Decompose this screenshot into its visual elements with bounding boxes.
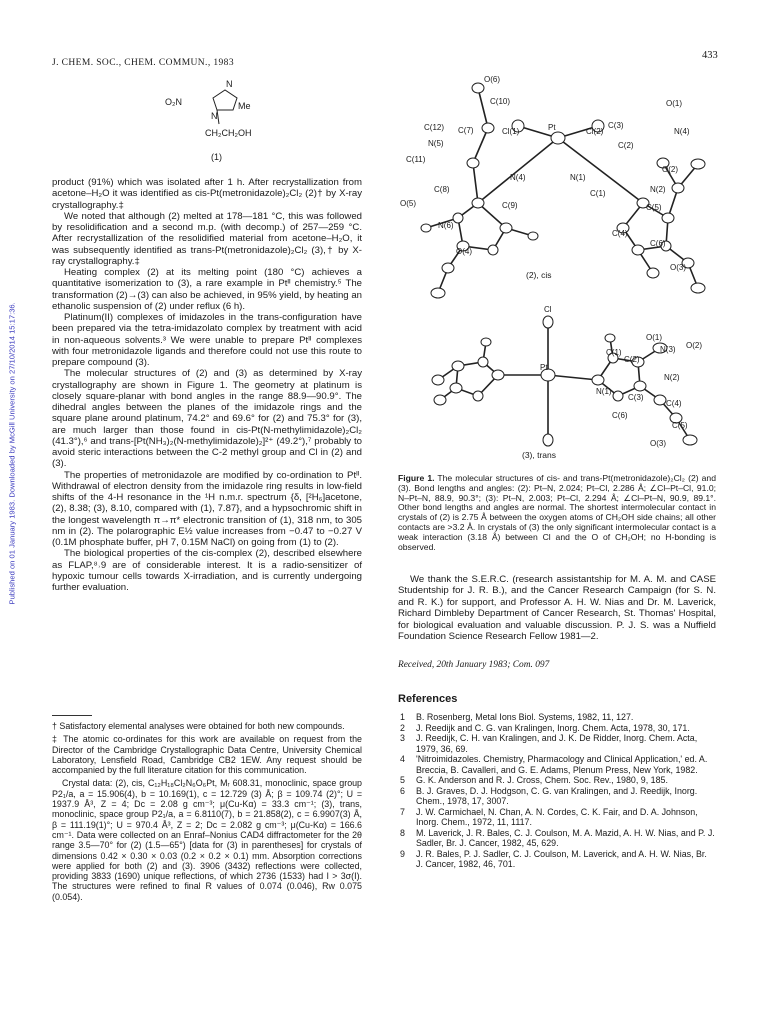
trans-structure-figure xyxy=(398,300,716,470)
atom-label: O(1) xyxy=(646,333,662,342)
atom-label: N(1) xyxy=(570,173,586,182)
footnotes xyxy=(52,721,362,902)
atom-label: C(6) xyxy=(650,239,666,248)
paragraph: The properties of metronidazole are modified by co-ordination to Ptᴵᴵ. Withdrawal of electron density from the imidazole ring results in low-field shifts of the 4-H resonance in the ¹H n.m.r. spectrum {δ, [²H₆]acetone, (2), 8.38; (3), 8.10, compared with (1), 7.87}, and a hypsochromic shift in the longest wavelength π→π* electronic transition of (1), 318 nm, to 305 nm in (2). The polarographic E½ value increases from −0.47 to −0.27 V (0.1M phosphate buffer, pH 7, 0.15M NaCl) on going from (1) to (2). xyxy=(52,469,362,548)
ring-n1-label: N xyxy=(211,111,218,121)
atom-label: O(2) xyxy=(686,341,702,350)
reference-item: 8 M. Laverick, J. R. Bales, C. J. Coulson, M. A. Mazid, A. H. W. Nias, and P. J. Sadler, Br. J. Cancer, 1982, 45, 629. xyxy=(400,827,715,848)
atom-label: O(4) xyxy=(456,247,472,256)
trans-label: (3), trans xyxy=(522,450,557,460)
atom-label: C(1) xyxy=(606,348,622,357)
reference-item: 2 J. Reedijk and C. G. van Kralingen, Inorg. Chem. Acta, 1978, 30, 171. xyxy=(400,722,690,733)
atom-label: C(1) xyxy=(590,189,606,198)
atom-label: C(2) xyxy=(624,355,640,364)
left-column-text xyxy=(52,177,362,593)
atom-label: N(2) xyxy=(664,373,680,382)
atom-label: C(4) xyxy=(612,229,628,238)
paragraph: Platinum(II) complexes of imidazoles in the trans-configuration have been prepared via the tetra-imidazolato complex by treatment with acid in non-aqueous solvents.³ We were unable to prepare Ptᴵᴵ complexes with four metronidazole ligands and therefore could not use this route to prepare compound (3). xyxy=(52,312,362,368)
atom-label: C(5) xyxy=(646,203,662,212)
reference-item: 9 J. R. Bales, P. J. Sadler, C. J. Coulson, M. Laverick, and A. H. W. Nias, Br. J. Cancer, 1982, 46, 701. xyxy=(400,848,707,869)
atom-label: O(3) xyxy=(650,439,666,448)
methyl-label: Me xyxy=(238,101,251,111)
atom-label: Pt xyxy=(548,123,556,132)
atom-label: N(1) xyxy=(596,387,612,396)
reference-item: 5 G. K. Anderson and R. J. Cross, Chem. Soc. Rev., 1980, 9, 185. xyxy=(400,775,668,785)
atom-label: N(6) xyxy=(438,221,454,230)
reference-item: 6 B. J. Graves, D. J. Hodgson, C. G. van Kralingen, and J. Reedijk, Inorg. Chem., 1978, 17, 3007. xyxy=(400,785,698,806)
side-chain-label: CH₂CH₂OH xyxy=(205,128,252,138)
reference-item: 1 B. Rosenberg, Metal Ions Biol. Systems, 1982, 11, 127. xyxy=(400,712,634,722)
atom-label: N(3) xyxy=(660,345,676,354)
atom-label: C(3) xyxy=(608,121,624,130)
atom-label: C(10) xyxy=(490,97,511,106)
atom-label: Cl(1) xyxy=(502,127,520,136)
page-number: 433 xyxy=(702,50,718,61)
atom-label: O(6) xyxy=(484,75,500,84)
atom-label: O(5) xyxy=(400,199,416,208)
atom-label: N(5) xyxy=(428,139,444,148)
atom-label: C(3) xyxy=(628,393,644,402)
references-list xyxy=(398,712,716,870)
figure-caption-text: The molecular structures of cis- and trans-Pt(metronidazole)₂Cl₂ (2) and (3). Bond lengths and angles: (2): Pt–N, 2.024; Pt–Cl, 2.286 Å; ∠Cl–Pt–Cl, 91.0; N–Pt–N, 88.9, 90.3°; (3): Pt–N, 2.003; Pt–Cl, 2.294 Å; ∠Cl–Pt–N, 90.9, 89.1°. Other bond lengths and angles are normal. The shortest intermolecular contact in crystals of (2) is 2.75 Å between the oxygen atoms of CH₂OH side chains; all other contacts are >3.2 Å. In crystals of (3) the only significant intermolecular contact is a weak interaction (3.18 Å) between Cl and the O of CH₂OH; no H-bonding is observed. xyxy=(398,473,716,552)
received-line: Received, 20th January 1983; Com. 097 xyxy=(398,660,550,670)
reference-item: 7 J. W. Carmichael, N. Chan, A. N. Cordes, C. K. Fair, and D. A. Johnson, Inorg. Chem., 1972, 11, 1117. xyxy=(400,806,698,827)
paragraph: Heating complex (2) at its melting point (180 °C) achieves a quantitative isomerization to (3), a rare example in Ptᴵᴵ chemistry.⁵ The transformation (2)→(3) can also be achieved, in 95% yield, by heating an ethanolic suspension of (2) under reflux (6 h). xyxy=(52,267,362,312)
reference-item: 4 'Nitroimidazoles. Chemistry, Pharmacology and Clinical Application,' ed. A. Breccia, B. Cavalleri, and G. E. Adams, Plenum Press, New York, 1982. xyxy=(400,754,708,775)
download-stamp: Published on 01 January 1983. Downloaded by McGill University on 27/10/2014 15:17:36. xyxy=(7,302,17,605)
atom-label: C(12) xyxy=(424,123,445,132)
atom-label: C(9) xyxy=(502,201,518,210)
atom-label: C(4) xyxy=(666,399,682,408)
references-heading: References xyxy=(398,693,458,705)
figure-caption-title: Figure 1. xyxy=(398,473,435,483)
atom-label: N(2) xyxy=(650,185,666,194)
footnote: Crystal data: (2), cis, C₁₂H₁₈Cl₂N₆O₆Pt, Mᵣ 608.31, monoclinic, space group P2₁/a, a = 15.906(4), b = 10.169(1), c = 12.729 (3) Å; β = 109.74 (2)°; U = 1937.9 Å³, Z = 4; Dᴄ = 2.08 g cm⁻³; μ(Cu-Kα) = 33.3 cm⁻¹; (3), trans, monoclinic, space group P2₁/a, a = 6.8110(7), b = 21.858(2), c = 6.9907(3) Å, β = 111.19(1)°; U = 970.4 Å³, Z = 2; Dᴄ = 2.082 g cm⁻³; μ(Cu-Kα) = 166.6 cm⁻¹. Data were collected on an Enraf–Nonius CAD4 diffractometer for the 2θ range 3.5—70° for (2) (1.5—65°) [data for (3) in parentheses] for crystals of dimensions 0.42 × 0.30 × 0.03 (0.2 × 0.2 × 0.1) mm. Absorption corrections were applied for both (2) and (3). 3906 (3432) reflections were collected, providing 3833 (1690) unique reflections, of which 2736 (1533) had I > 3σ(I). The structures were refined to final R values of 0.074 (0.046), Rᴡ 0.075 (0.054). xyxy=(52,778,362,902)
atom-label: N(4) xyxy=(674,127,690,136)
atom-label: C(6) xyxy=(612,411,628,420)
footnote: † Satisfactory elemental analyses were obtained for both new compounds. xyxy=(52,721,345,731)
atom-label: C(2) xyxy=(618,141,634,150)
paragraph: product (91%) which was isolated after 1 h. After recrystallization from acetone–H₂O it was identified as cis-Pt(metronidazole)₂Cl₂ (2)† by X-ray crystallography.‡ xyxy=(52,177,362,211)
figure-caption xyxy=(398,474,716,552)
cis-structure-figure xyxy=(398,68,716,308)
atom-label: O(1) xyxy=(666,99,682,108)
paragraph: We noted that although (2) melted at 178—181 °C, this was followed by resolidification and a second m.p. (with decomp.) of 257—259 °C. After recrystallization of the resolidified material from acetone–H₂O, it was subsequently identified as trans-Pt(metronidazole)₂Cl₂ (3),† by X-ray crystallography.‡ xyxy=(52,210,362,267)
footnote-rule xyxy=(52,715,92,716)
atom-label: C(11) xyxy=(406,155,426,164)
acknowledgement: We thank the S.E.R.C. (research assistantship for M. A. M. and CASE Studentship for J. R. B.), and the Cancer Research Campaign (for S. N. and R. K.) for support, and Professor A. H. W. Nias and Dr. M. Laverick, Richard Dimbleby Department of Cancer Research, St. Thomas' Hospital, for biological evaluation and valuable discussion. P. J. S. was a Nuffield Foundation Science Research Fellow 1981—2. xyxy=(398,574,716,643)
atom-label: Cl xyxy=(544,305,552,314)
paragraph: The biological properties of the cis-complex (2), described elsewhere as FLAP,⁸˒9 are of considerable interest. It is a radio-sensitizer of hypoxic tumour cells towards X-irradiation, and is currently undergoing further evaluation. xyxy=(52,548,362,593)
nitro-label: O₂N xyxy=(165,97,182,107)
compound-1-label: (1) xyxy=(211,152,222,162)
atom-label: O(3) xyxy=(670,263,686,272)
compound-1-structure xyxy=(165,72,275,174)
ring-n-label: N xyxy=(226,79,233,89)
footnote: ‡ The atomic co-ordinates for this work are available on request from the Director of the Cambridge Crystallographic Data Centre, University Chemical Laboratory, Lensfield Road, Cambridge CB2 1EW. Any request should be accompanied by the full literature citation for this communication. xyxy=(52,734,362,776)
running-header: J. CHEM. SOC., CHEM. COMMUN., 1983 xyxy=(52,58,234,68)
atom-label: C(8) xyxy=(434,185,450,194)
atom-label: Pt xyxy=(540,363,548,372)
atom-label: O(2) xyxy=(662,165,678,174)
atom-label: C(5) xyxy=(672,421,688,430)
atom-label: C(7) xyxy=(458,126,474,135)
paragraph: The molecular structures of (2) and (3) as determined by X-ray crystallography are shown in Figure 1. The geometry at platinum is closely square-planar with bond angles in the range 88.9—90.9°. The dihedral angles between the planes of the imidazole rings and the square plane around platinum, 74.2° and 69.6° for (2) and 75.3° for (3), are much larger than those found in cis-Pt(N-methylimidazole)₂Cl₂ (41.3°),⁶ and trans-[Pt(NH₃)₂(N-methylimidazole)₂]²⁺ (49.2°),⁷ probably to avoid steric interactions between the C-2 methyl group and Cl in (2) and (3). xyxy=(52,368,362,470)
atom-label: N(4) xyxy=(510,173,526,182)
reference-item: 3 J. Reedijk, C. H. van Kralingen, and J. K. De Ridder, Inorg. Chem. Acta, 1979, 36, 69. xyxy=(400,733,698,754)
cis-label: (2), cis xyxy=(526,270,552,280)
atom-label: Cl(2) xyxy=(586,127,604,136)
